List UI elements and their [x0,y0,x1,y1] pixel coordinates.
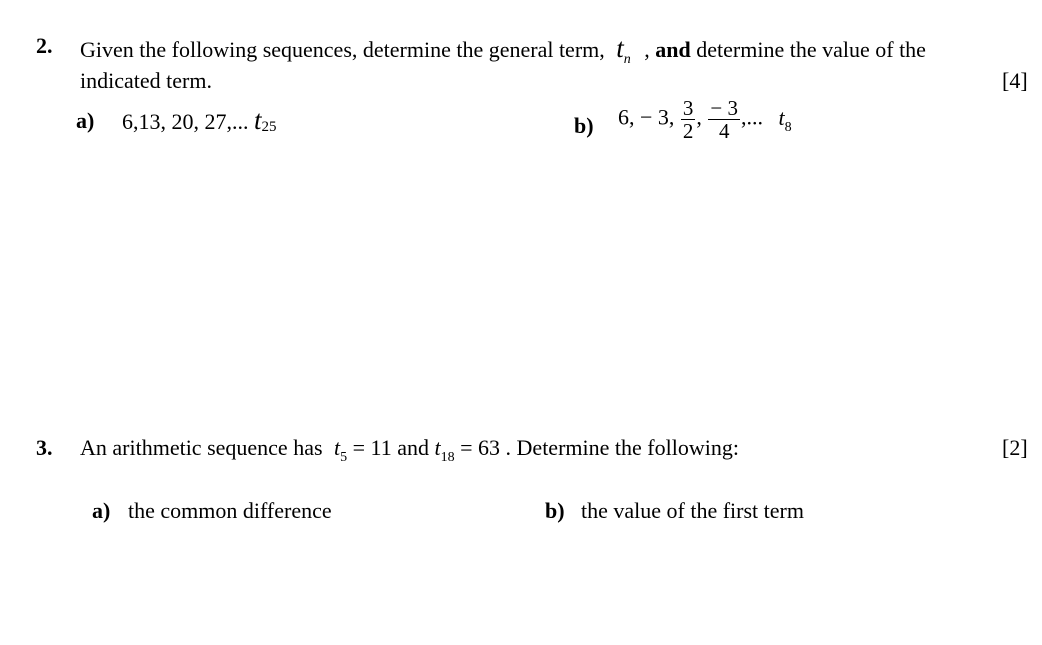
q2-marks: [4] [1002,68,1028,93]
q3-t18-eq: = 63 . [460,435,512,460]
q2-term-var: t [616,33,624,63]
q3-text2: Determine the following: [516,435,739,460]
q3b-text: the value of the first term [581,498,804,523]
q2-prompt-line1 [80,33,926,67]
q2-text-before: Given the following sequences, determine the general term, [80,37,605,62]
q2a-sequence: 6,13, 20, 27,... [122,109,249,134]
q2b-frac2-num: − 3 [710,96,739,120]
q2b-frac1-num: 3 [682,96,694,120]
q2-prompt-line2: indicated term. [80,68,212,93]
q3-number: 3. [36,435,53,460]
q2b-seq-end: ,... [741,104,764,130]
q2a-label: a) [76,108,95,133]
q3-t5-var: t [334,435,341,460]
q3-text1: An arithmetic sequence has [80,435,323,460]
q2-comma: , [644,37,650,62]
q2b-label: b) [574,113,594,138]
q2b-frac2-den: 4 [708,119,740,142]
q2b-seq-start: 6, − 3, [618,104,675,130]
q2a-term-var: t [254,105,262,135]
q3-t18-sub: 18 [440,450,455,465]
q2b-frac1-den: 2 [682,119,694,144]
q3-prompt [80,435,739,465]
q3a-text: the common difference [128,498,332,523]
q3a-label: a) [92,498,111,523]
q2b-separator: , [696,104,702,130]
q2b-fraction-2 [708,97,740,142]
q3-t18-var: t [434,435,441,460]
q3b-label: b) [545,498,565,523]
q2a-term-sub: 25 [261,119,277,135]
q2-number: 2. [36,33,53,58]
q2b-term-var: t [778,104,785,130]
q2b-fraction-1 [681,97,696,142]
q3-and: and [397,435,429,460]
q2-text-after: determine the value of the [696,37,926,62]
q2b-term-sub: 8 [784,119,792,135]
q2a-sequence-row [122,107,277,134]
q2-and: and [655,37,691,62]
q3-t5-eq: = 11 [352,435,392,460]
q2b-sequence-row [618,97,792,142]
q3-t5-sub: 5 [340,450,348,465]
q3-marks: [2] [1002,435,1028,460]
q2-term-sub: n [623,52,631,67]
